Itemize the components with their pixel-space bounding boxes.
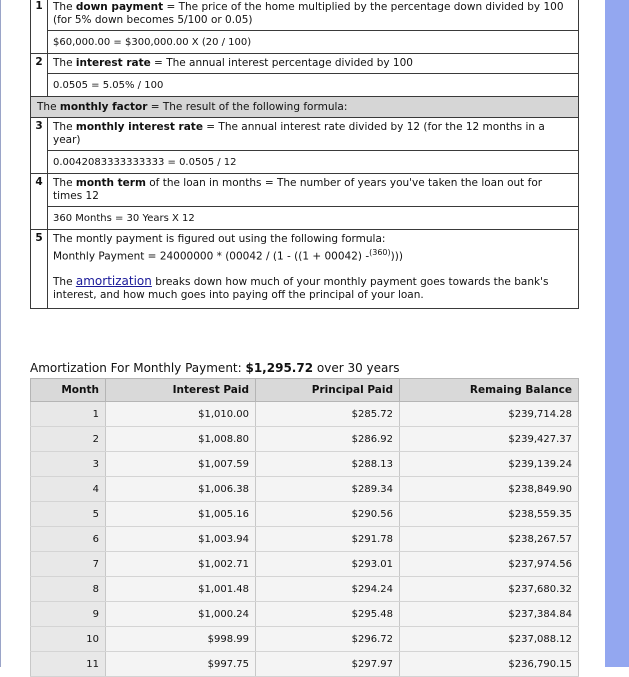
principal-cell: $295.48: [256, 602, 400, 627]
amortization-heading: Amortization For Monthly Payment: $1,295.72 over 30 years: [30, 361, 400, 375]
month-cell: 1: [31, 402, 106, 427]
formula-steps-table: [30, 0, 579, 309]
interest-cell: $1,005.16: [106, 502, 256, 527]
step-example: 0.0505 = 5.05% / 100: [48, 74, 579, 97]
table-row: [31, 602, 579, 627]
step-term: interest rate: [75, 57, 151, 69]
month-cell: 8: [31, 577, 106, 602]
interest-cell: $1,000.24: [106, 602, 256, 627]
principal-cell: $289.34: [256, 477, 400, 502]
amortization-table: [30, 378, 579, 677]
principal-cell: $291.78: [256, 527, 400, 552]
table-row: [31, 502, 579, 527]
table-header-row: [31, 379, 579, 402]
principal-cell: $294.24: [256, 577, 400, 602]
table-row: [31, 627, 579, 652]
column-header-interest-paid: Interest Paid: [106, 379, 256, 402]
interest-cell: $1,006.38: [106, 477, 256, 502]
step-row-month-term: [31, 174, 579, 207]
step-number: 5: [31, 230, 48, 309]
step-term: monthly factor: [59, 101, 148, 113]
formula-exponent: (360): [369, 248, 391, 257]
step-example: $60,000.00 = $300,000.00 X (20 / 100): [48, 31, 579, 54]
page-right-background: [605, 0, 629, 667]
step-number: 1: [31, 0, 48, 54]
step-number: 3: [31, 118, 48, 174]
amortization-description: The amortization breaks down how much of your monthly payment goes towards the bank's interest, and how much goes into paying off the principal of your loan.: [53, 273, 549, 301]
step-description: The interest rate = The annual interest percentage divided by 100: [48, 54, 579, 74]
principal-cell: $286.92: [256, 427, 400, 452]
month-cell: 9: [31, 602, 106, 627]
balance-cell: $238,267.57: [400, 527, 579, 552]
table-row: [31, 652, 579, 677]
principal-cell: $297.97: [256, 652, 400, 677]
column-header-month: Month: [31, 379, 106, 402]
principal-cell: $293.01: [256, 552, 400, 577]
step-row-interest-rate: [31, 54, 579, 74]
monthly-factor-row: [31, 97, 579, 118]
interest-cell: $1,008.80: [106, 427, 256, 452]
balance-cell: $237,680.32: [400, 577, 579, 602]
month-cell: 7: [31, 552, 106, 577]
balance-cell: $237,088.12: [400, 627, 579, 652]
month-cell: 4: [31, 477, 106, 502]
page-left-border: [0, 0, 1, 667]
principal-cell: $288.13: [256, 452, 400, 477]
amortization-link[interactable]: amortization: [75, 273, 152, 288]
step-description: The down payment = The price of the home multiplied by the percentage down divided by 100 (for 5% down becomes 5/100 or 0.05): [48, 0, 579, 31]
step-number: 2: [31, 54, 48, 97]
table-row: [31, 452, 579, 477]
balance-cell: $236,790.15: [400, 652, 579, 677]
principal-cell: $285.72: [256, 402, 400, 427]
table-row: [31, 527, 579, 552]
table-row: [31, 477, 579, 502]
balance-cell: $237,384.84: [400, 602, 579, 627]
month-cell: 11: [31, 652, 106, 677]
interest-cell: $997.75: [106, 652, 256, 677]
step-term: month term: [75, 177, 146, 189]
interest-cell: $1,003.94: [106, 527, 256, 552]
month-cell: 10: [31, 627, 106, 652]
interest-cell: $998.99: [106, 627, 256, 652]
balance-cell: $239,139.24: [400, 452, 579, 477]
month-cell: 5: [31, 502, 106, 527]
payment-formula-intro: The montly payment is figured out using the following formula:: [53, 233, 386, 245]
step-row-monthly-payment: [31, 230, 579, 309]
interest-cell: $1,010.00: [106, 402, 256, 427]
step-row-monthly-interest: [31, 118, 579, 151]
step-example: 0.0042083333333333 = 0.0505 / 12: [48, 151, 579, 174]
step-description: The month term of the loan in months = The number of years you've taken the loan out for times 12: [48, 174, 579, 207]
balance-cell: $238,559.35: [400, 502, 579, 527]
step-description: [48, 230, 579, 309]
step-description: The monthly interest rate = The annual interest rate divided by 12 (for the 12 months in a year): [48, 118, 579, 151]
table-row: [31, 427, 579, 452]
table-row: [31, 552, 579, 577]
interest-cell: $1,002.71: [106, 552, 256, 577]
table-row: [31, 402, 579, 427]
principal-cell: $296.72: [256, 627, 400, 652]
month-cell: 6: [31, 527, 106, 552]
interest-cell: $1,001.48: [106, 577, 256, 602]
step-example: 360 Months = 30 Years X 12: [48, 207, 579, 230]
column-header-principal-paid: Principal Paid: [256, 379, 400, 402]
step-number: 4: [31, 174, 48, 230]
monthly-factor-heading: The monthly factor = The result of the following formula:: [31, 97, 579, 118]
principal-cell: $290.56: [256, 502, 400, 527]
step-term: down payment: [75, 1, 164, 13]
monthly-payment-value: $1,295.72: [245, 361, 314, 375]
balance-cell: $239,427.37: [400, 427, 579, 452]
balance-cell: $237,974.56: [400, 552, 579, 577]
step-term: monthly interest rate: [75, 121, 203, 133]
balance-cell: $238,849.90: [400, 477, 579, 502]
step-row-down-payment: [31, 0, 579, 31]
column-header-remaining-balance: Remaing Balance: [400, 379, 579, 402]
payment-formula: Monthly Payment = 24000000 * (00042 / (1 - ((1 + 00042) -$^{(360)}$))): [53, 248, 403, 263]
table-row: [31, 577, 579, 602]
month-cell: 3: [31, 452, 106, 477]
month-cell: 2: [31, 427, 106, 452]
interest-cell: $1,007.59: [106, 452, 256, 477]
balance-cell: $239,714.28: [400, 402, 579, 427]
